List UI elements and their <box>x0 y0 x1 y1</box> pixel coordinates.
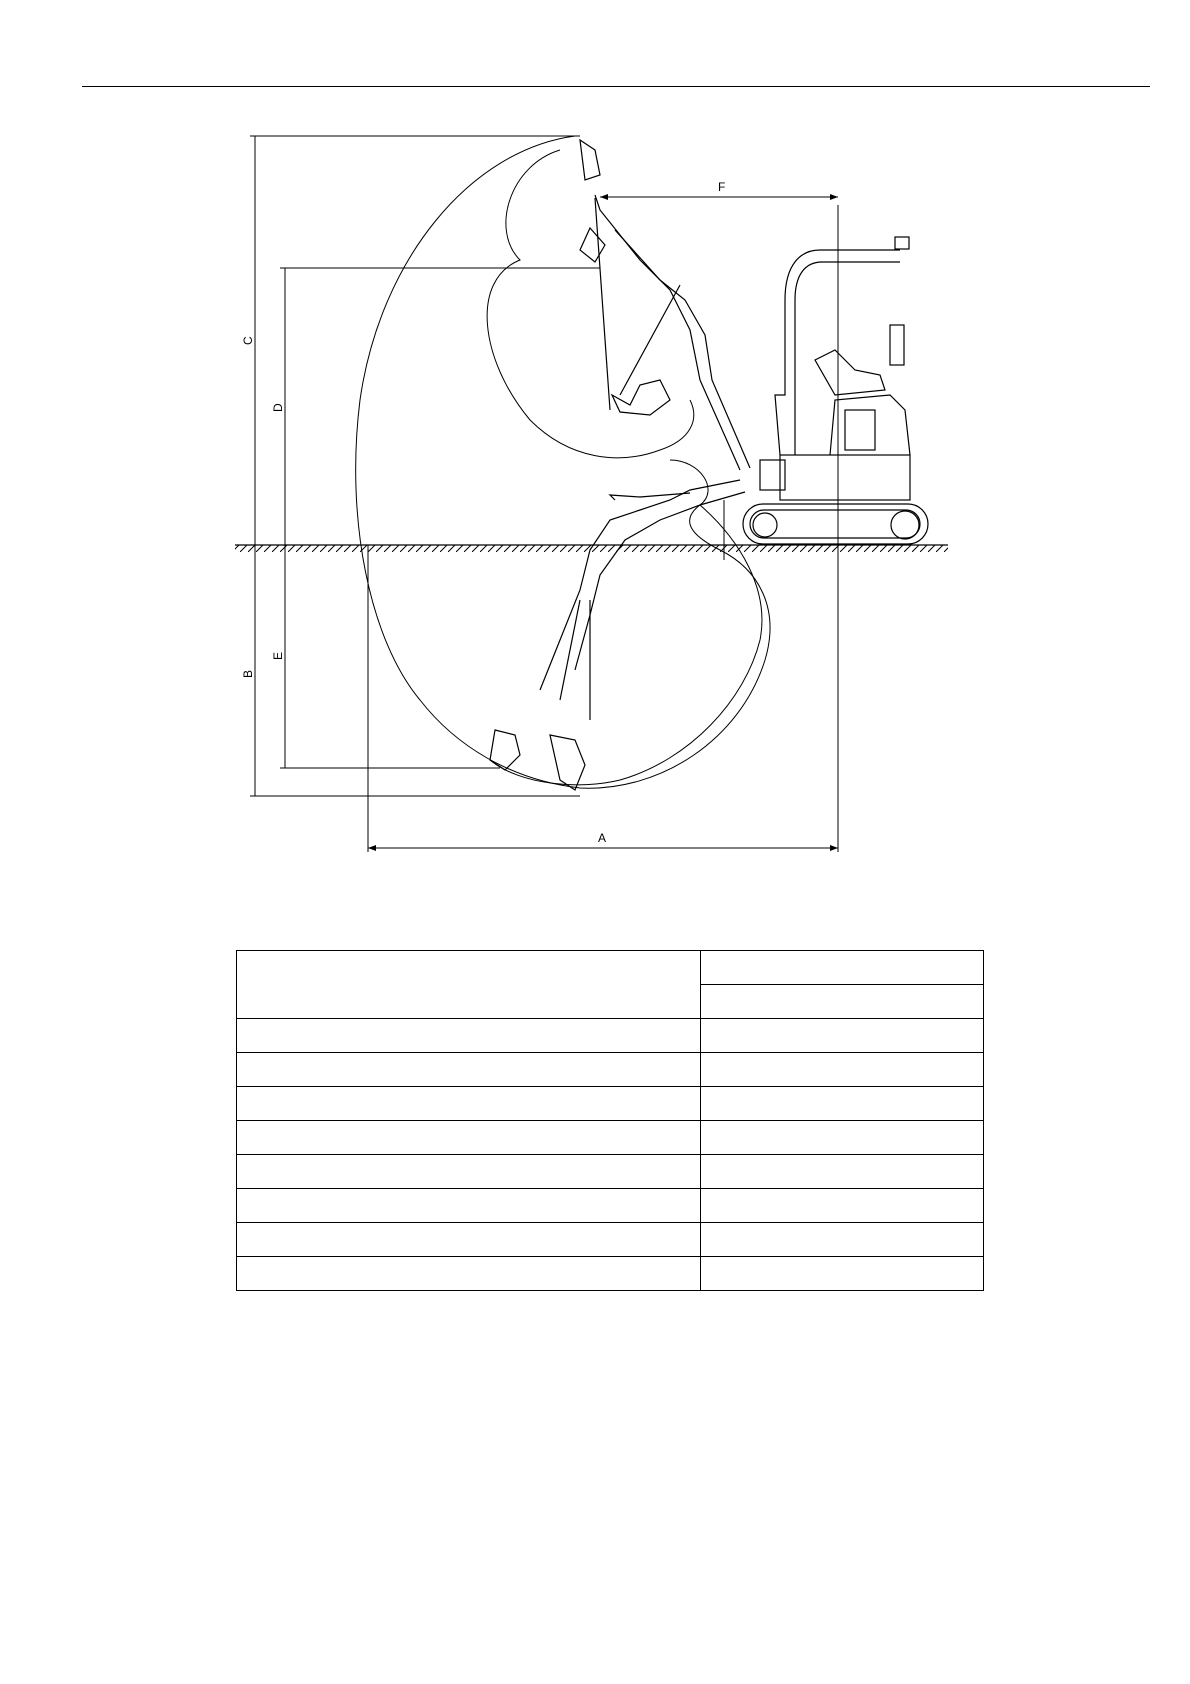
row-value <box>701 1053 984 1087</box>
row-label <box>237 1189 701 1223</box>
table-header-model <box>701 951 984 985</box>
row-label <box>237 1223 701 1257</box>
dimension-label-f: F <box>718 180 726 194</box>
row-label <box>237 1155 701 1189</box>
table-row <box>237 1019 984 1053</box>
table-header-item <box>237 951 701 1019</box>
table-row <box>237 1223 984 1257</box>
dimension-label-e: E <box>271 651 285 660</box>
row-value <box>701 1223 984 1257</box>
table-header-unit <box>701 985 984 1019</box>
row-label <box>237 1019 701 1053</box>
table-row <box>237 1087 984 1121</box>
dimension-lines <box>250 136 838 852</box>
row-label <box>237 1053 701 1087</box>
dimension-label-a: A <box>598 831 607 845</box>
table-row <box>237 1257 984 1291</box>
working-range-envelope <box>356 136 770 788</box>
boom-arm-digging <box>490 480 745 790</box>
inner-range-envelope <box>487 150 694 458</box>
row-value <box>701 1155 984 1189</box>
row-value <box>701 1019 984 1053</box>
row-value <box>701 1257 984 1291</box>
dimension-label-b: B <box>241 669 255 678</box>
row-value <box>701 1189 984 1223</box>
specification-table <box>236 950 984 1291</box>
table-row <box>237 1155 984 1189</box>
dimension-label-d: D <box>271 403 285 412</box>
dimension-arrows <box>368 194 838 851</box>
table-row <box>237 1053 984 1087</box>
excavator-body <box>743 237 928 544</box>
row-label <box>237 1121 701 1155</box>
row-label <box>237 1087 701 1121</box>
dimension-label-c: C <box>241 336 255 345</box>
row-value <box>701 1087 984 1121</box>
row-label <box>237 1257 701 1291</box>
table-row <box>237 1189 984 1223</box>
table-row <box>237 1121 984 1155</box>
row-value <box>701 1121 984 1155</box>
